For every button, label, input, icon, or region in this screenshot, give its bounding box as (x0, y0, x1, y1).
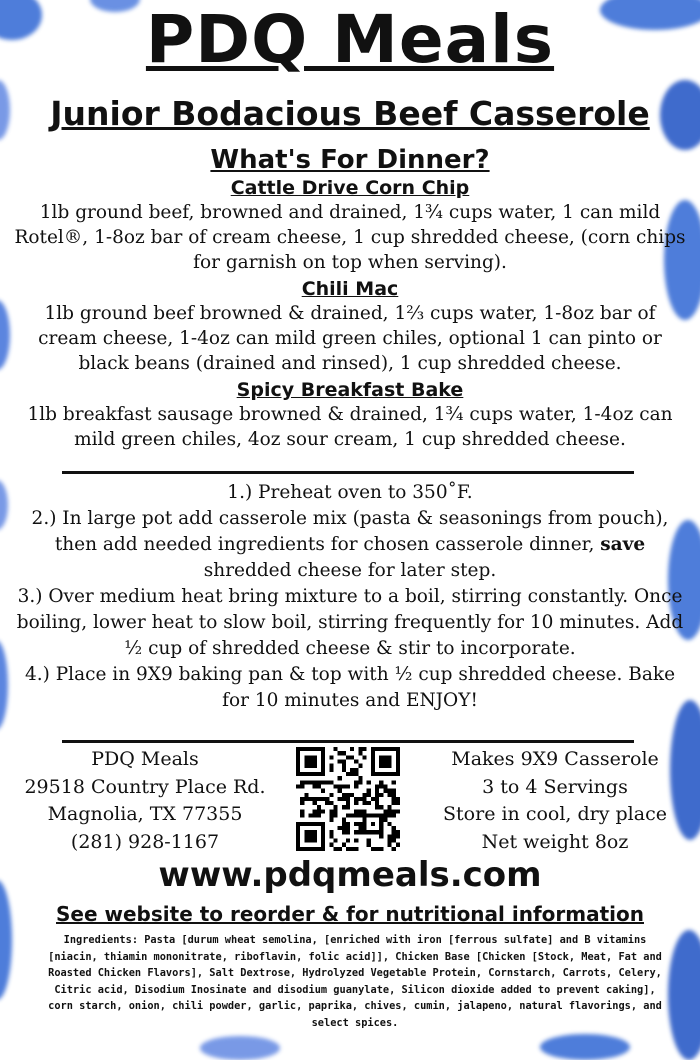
instructions (12, 480, 688, 714)
recipe-text: 1lb breakfast sausage browned & drained, 1¾ cups water, 1-4oz can mild green chiles, 4oz sour cream, 1 cup shredded cheese. (27, 404, 673, 450)
storage-info: Store in cool, dry place (443, 803, 667, 825)
recipe-item (14, 277, 686, 376)
package-info (420, 746, 690, 856)
step-4: 4.) Place in 9X9 baking pan & top with ½ cup shredded cheese. Bake for 10 minutes and ENJOY! (24, 664, 676, 711)
ingredients-list: Ingredients: Pasta [durum wheat semolina, [enriched with iron [ferrous sulfate] and B vitamins [niacin, thiamin mononitrate, riboflavin, folic acid]], Chicken Base [Chicken [Stock, Meat, Fat and Roasted Chicken Flavors], Salt Dextrose, Hydrolyzed Vegetable Protein, Cornstarch, Carrots, Celery, Citric acid, Disodium Inosinate and disodium guanylate, Silicon dioxide added to prevent caking], corn starch, onion, chili powder, garlic, paprika, chives, cumin, jalapeno, natural flavorings, and select spices. (48, 934, 662, 1029)
divider (62, 740, 634, 743)
qr-code[interactable] (296, 747, 400, 851)
recipe-title: Chili Mac (301, 278, 399, 300)
divider (62, 471, 634, 474)
product-name: Junior Bodacious Beef Casserole (50, 94, 650, 133)
net-weight: Net weight 8oz (481, 830, 629, 853)
street-address: 29518 Country Place Rd. (24, 775, 266, 798)
recipe-title: Spicy Breakfast Bake (236, 379, 464, 401)
recipe-text: 1lb ground beef, browned and drained, 1¾ cups water, 1 can mild Rotel®, 1-8oz bar of cream cheese, 1 cup shredded cheese, (corn chips for garnish on top when serving). (14, 202, 686, 273)
step-2-text: 2.) In large pot add casserole mix (pasta & seasonings from pouch), then add needed ingredients for chosen casserole dinner, (31, 508, 669, 555)
step-2 (12, 506, 688, 584)
recipe-item (14, 378, 686, 452)
recipe-item (14, 176, 686, 275)
step-2-text-end: shredded cheese for later step. (203, 560, 497, 581)
recipe-list (14, 176, 686, 454)
city-state-zip: Magnolia, TX 77355 (47, 803, 243, 825)
yield-info: Makes 9X9 Casserole (451, 748, 659, 770)
reorder-note: See website to reorder & for nutritional information (56, 902, 644, 926)
brand-title: PDQ Meals (145, 1, 555, 78)
step-3: 3.) Over medium heat bring mixture to a boil, stirring constantly. Once boiling, lower heat to slow boil, stirring frequently for 10 minutes. Add ½ cup of shredded cheese & stir to incorporate. (16, 586, 684, 659)
contact-block (10, 746, 280, 856)
recipe-title: Cattle Drive Corn Chip (230, 177, 470, 199)
servings-info: 3 to 4 Servings (482, 775, 628, 798)
company-name: PDQ Meals (91, 748, 199, 770)
recipe-text: 1lb ground beef browned & drained, 1⅔ cups water, 1-8oz bar of cream cheese, 1-4oz can mild green chiles, optional 1 can pinto or black beans (drained and rinsed), 1 cup shredded cheese. (38, 303, 662, 374)
website-link[interactable]: www.pdqmeals.com (158, 855, 542, 895)
phone-number: (281) 928-1167 (70, 830, 220, 853)
step-1: 1.) Preheat oven to 350˚F. (227, 482, 473, 503)
step-2-emphasis: save (600, 534, 646, 555)
dinner-question-heading: What's For Dinner? (210, 145, 490, 175)
